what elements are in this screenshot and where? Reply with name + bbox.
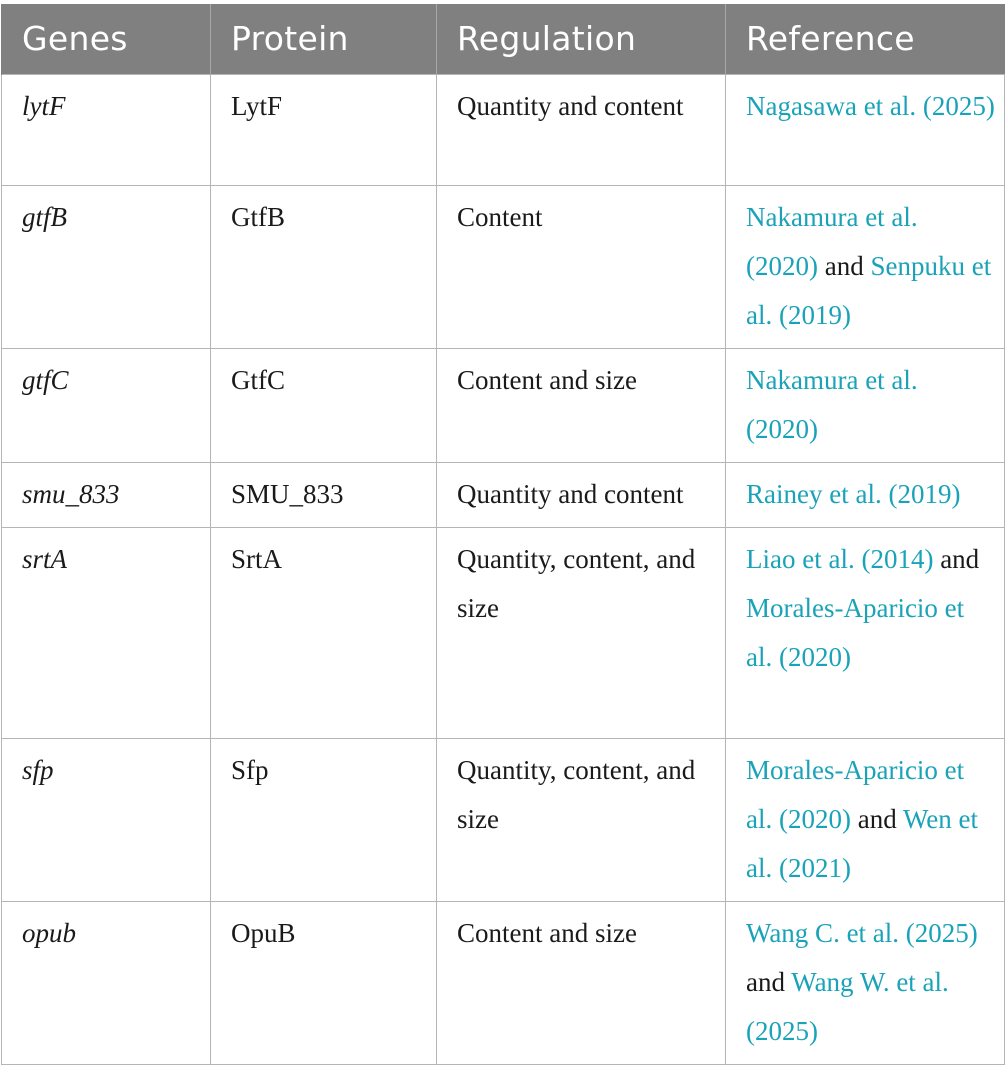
reference-cell: [726, 75, 1005, 186]
gene-cell: smu_833: [2, 463, 211, 528]
reference-cell: [726, 463, 1005, 528]
reference-conjunction: and: [933, 544, 980, 574]
reference-link[interactable]: Morales-Aparicio et al. (2020): [746, 593, 965, 672]
reference-link[interactable]: Senpuku et al. (2019): [746, 251, 992, 330]
gene-cell: srtA: [2, 528, 211, 739]
protein-cell: SrtA: [211, 528, 437, 739]
reference-cell: [726, 186, 1005, 349]
reference-cell: [726, 528, 1005, 739]
reference-cell: [726, 739, 1005, 902]
regulation-cell: Content and size: [437, 902, 726, 1065]
gene-cell: gtfC: [2, 349, 211, 463]
protein-cell: Sfp: [211, 739, 437, 902]
header-genes: Genes: [2, 4, 211, 75]
protein-cell: SMU_833: [211, 463, 437, 528]
reference-link[interactable]: Nagasawa et al. (2025): [746, 91, 995, 121]
protein-cell: OpuB: [211, 902, 437, 1065]
header-protein: Protein: [211, 4, 437, 75]
table-row: [2, 75, 1005, 186]
regulation-cell: Quantity, content, and size: [437, 739, 726, 902]
table-row: [2, 739, 1005, 902]
gene-cell: sfp: [2, 739, 211, 902]
table-row: [2, 463, 1005, 528]
reference-link[interactable]: Wang C. et al. (2025): [746, 918, 978, 948]
regulation-cell: Quantity and content: [437, 463, 726, 528]
gene-cell: gtfB: [2, 186, 211, 349]
protein-cell: GtfB: [211, 186, 437, 349]
reference-conjunction: and: [850, 804, 903, 834]
reference-link[interactable]: Wen et al. (2021): [746, 804, 979, 883]
protein-cell: LytF: [211, 75, 437, 186]
reference-link[interactable]: Wang W. et al. (2025): [746, 967, 949, 1046]
gene-cell: opub: [2, 902, 211, 1065]
gene-cell: lytF: [2, 75, 211, 186]
gene-regulation-table: [1, 4, 1005, 1065]
protein-cell: GtfC: [211, 349, 437, 463]
reference-link[interactable]: Rainey et al. (2019): [746, 479, 961, 509]
regulation-cell: Quantity, content, and size: [437, 528, 726, 739]
table-row: [2, 186, 1005, 349]
regulation-cell: Content and size: [437, 349, 726, 463]
regulation-cell: Quantity and content: [437, 75, 726, 186]
reference-link[interactable]: Morales-Aparicio et al. (2020): [746, 755, 965, 834]
reference-conjunction: and: [817, 251, 871, 281]
header-reference: Reference: [726, 4, 1005, 75]
table-row: [2, 528, 1005, 739]
reference-link[interactable]: Nakamura et al. (2020): [746, 202, 918, 281]
reference-cell: [726, 349, 1005, 463]
table-row: [2, 902, 1005, 1065]
table-header-row: [2, 4, 1005, 75]
regulation-cell: Content: [437, 186, 726, 349]
table-row: [2, 349, 1005, 463]
header-regulation: Regulation: [437, 4, 726, 75]
reference-conjunction: and: [746, 967, 792, 997]
reference-cell: [726, 902, 1005, 1065]
reference-link[interactable]: Liao et al. (2014): [746, 544, 934, 574]
reference-link[interactable]: Nakamura et al. (2020): [746, 365, 918, 444]
